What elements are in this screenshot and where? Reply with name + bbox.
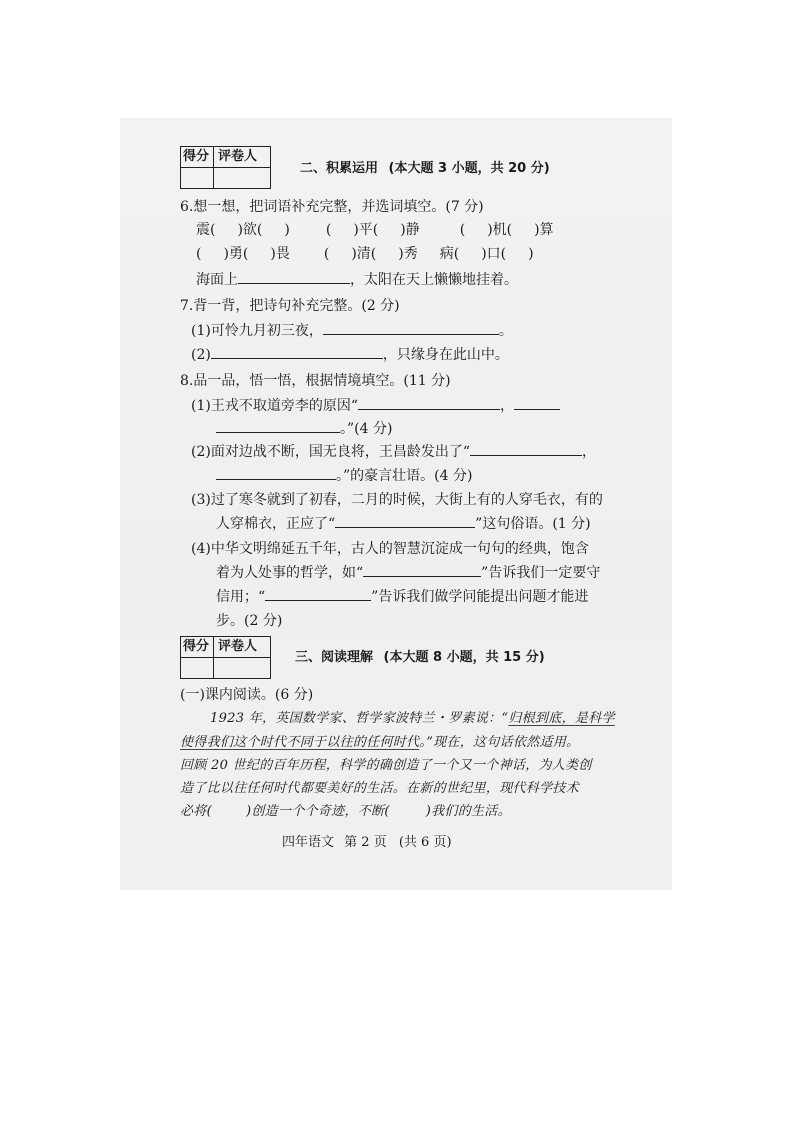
underlined-quote: 归根到底，是科学: [508, 711, 615, 726]
grader-label: 评卷人: [218, 639, 258, 654]
answer-blank[interactable]: [358, 397, 500, 410]
page-footer: [282, 834, 452, 852]
answer-blank[interactable]: [216, 420, 340, 433]
answer-blank[interactable]: [238, 271, 350, 284]
section2-heading: [300, 160, 550, 178]
score-label: 得分: [183, 639, 210, 654]
section2-meta: (本大题 3 小题，共 20 分): [388, 161, 550, 176]
q8-part4-line4: 步。(2 分): [216, 613, 283, 629]
footer-page: 第 2 页: [344, 835, 387, 850]
q8-part3-line2: 人穿棉衣，正应了“ ”这句俗语。(1 分): [216, 516, 591, 532]
passage-line3: 回顾 20 世纪的百年历程，科学的确创造了一个又一个神话，为人类创: [180, 758, 592, 773]
underlined-quote: 使得我们这个时代不同于以往的任何时代: [180, 735, 420, 750]
q7-line1: (1)可怜九月初三夜， 。: [191, 323, 513, 339]
q6-row2: ( )勇( )畏 ( )清( )秀 病( )口( ): [196, 246, 534, 262]
q6-row1: 震( )欲( ) ( )平( )静 ( )机( )算: [196, 222, 554, 238]
q8-part4-line3: 信用；“ ”告诉我们做学问能提出问题才能进: [216, 589, 589, 605]
answer-blank[interactable]: [514, 397, 560, 410]
q6-row3: 海面上 ，太阳在天上懒懒地挂着。: [196, 272, 518, 288]
passage-line2: 使得我们这个时代不同于以往的任何时代。”现在，这句话依然适用。: [180, 735, 580, 750]
footer-total: (共 6 页): [398, 835, 452, 850]
answer-blank[interactable]: [323, 322, 499, 335]
answer-blank[interactable]: [265, 588, 371, 601]
grader-label: 评卷人: [218, 149, 258, 164]
answer-blank[interactable]: [335, 515, 475, 528]
q8-prompt: 8.品一品，悟一悟，根据情境填空。(11 分): [180, 373, 451, 389]
q6-prompt: 6.想一想，把词语补充完整，并选词填空。(7 分): [180, 199, 484, 215]
q8-part1-line2: 。”(4 分): [216, 420, 392, 438]
q8-part1-line1: (1)王戎不取道旁李的原因“ ，: [191, 397, 560, 415]
answer-blank[interactable]: [211, 346, 383, 359]
q7-prompt: 7.背一背，把诗句补充完整。(2 分): [180, 298, 400, 314]
answer-blank[interactable]: [363, 564, 481, 577]
footer-subject: 四年语文: [282, 835, 335, 850]
section3-meta: (本大题 8 小题，共 15 分): [383, 650, 545, 665]
q8-part2-line1: (2)面对边战不断，国无良将，王昌龄发出了“ ，: [191, 444, 596, 460]
section2-title: 二、积累运用: [300, 161, 379, 176]
reading-subtitle: (一)课内阅读。(6 分): [180, 687, 314, 703]
q8-part2-line2: 。”的豪言壮语。(4 分): [216, 467, 472, 485]
section3-title: 三、阅读理解: [295, 650, 374, 665]
passage-line1: 1923 年，英国数学家、哲学家波特兰・罗素说：“归根到底，是科学: [210, 711, 615, 726]
q8-part4-line1: (4)中华文明绵延五千年，古人的智慧沉淀成一句句的经典，饱含: [191, 541, 589, 557]
section3-heading: [295, 649, 545, 667]
passage-line5: 必将( )创造一个个奇迹，不断( )我们的生活。: [180, 804, 511, 819]
score-label: 得分: [183, 149, 210, 164]
answer-blank[interactable]: [216, 467, 336, 480]
score-box-section3: [180, 636, 271, 679]
q7-line2: (2) ，只缘身在此山中。: [191, 347, 509, 363]
score-box-section2: [180, 146, 271, 189]
answer-blank[interactable]: [470, 443, 582, 456]
passage-line4: 造了比以往任何时代都要美好的生活。在新的世纪里，现代科学技术: [180, 781, 580, 796]
q8-part4-line2: 着为人处事的哲学，如“ ”告诉我们一定要守: [216, 565, 601, 581]
q8-part3-line1: (3)过了寒冬就到了初春，二月的时候，大街上有的人穿毛衣，有的: [191, 492, 603, 508]
